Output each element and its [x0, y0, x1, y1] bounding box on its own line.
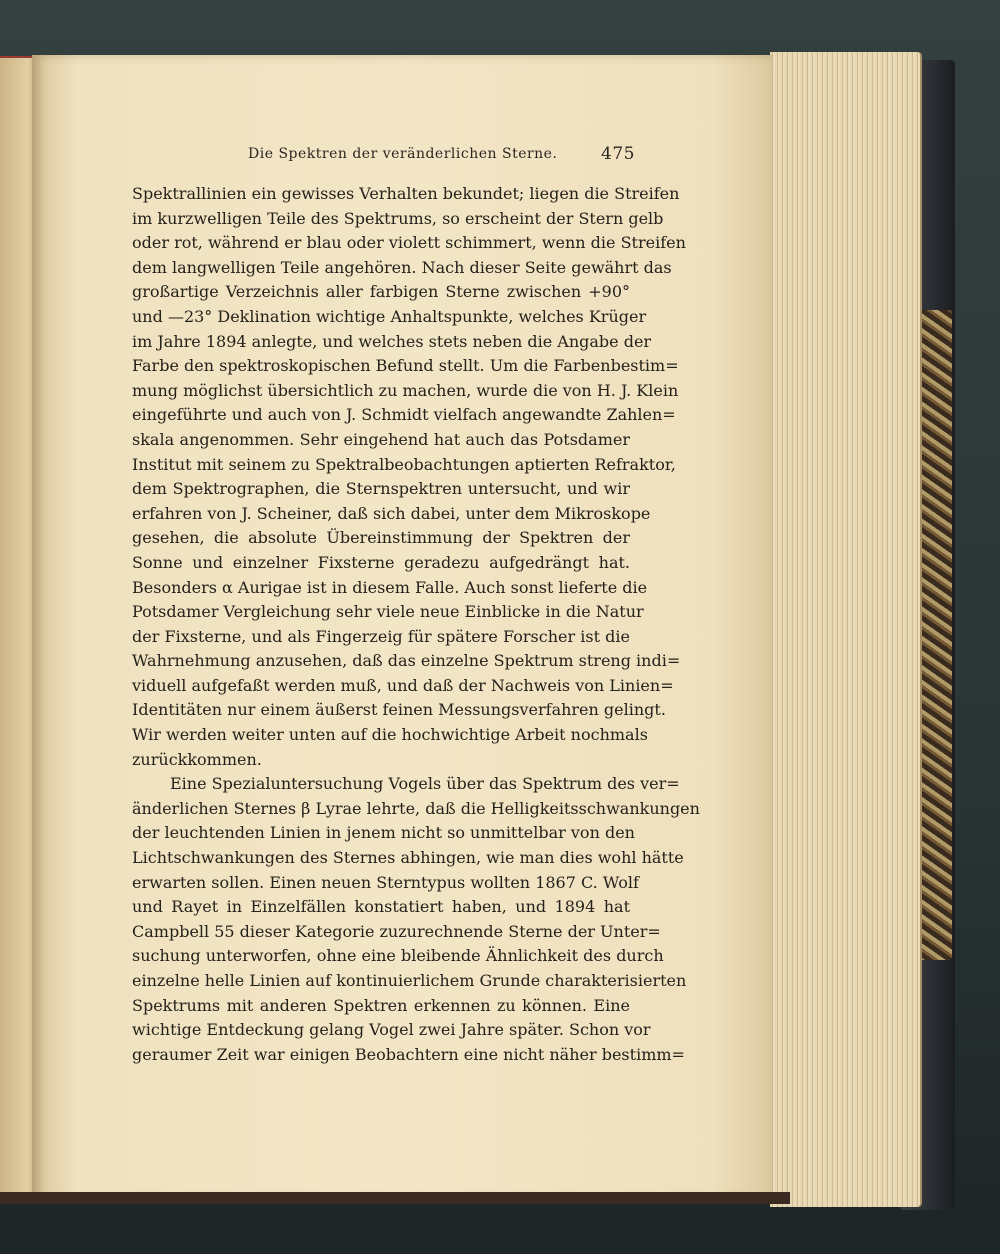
text-line: dem langwelligen Teile angehören. Nach dieser Seite gewährt das [132, 257, 672, 277]
text-line: Wahrnehmung anzusehen, daß das einzelne Spektrum streng indi= [132, 651, 681, 671]
text-line: und —23° Deklination wichtige Anhaltspunkte, welches Krüger [132, 306, 647, 326]
page-stack-edge [770, 52, 922, 1207]
text-line: oder rot, während er blau oder violett schimmert, wenn die Streifen [132, 233, 686, 253]
text-line: geraumer Zeit war einigen Beobachtern eine nicht näher bestimm= [132, 1044, 685, 1064]
text-line: erfahren von J. Scheiner, daß sich dabei, unter dem Mikroskope [132, 503, 651, 523]
text-line: Identitäten nur einem äußerst feinen Messungsverfahren gelingt. [132, 700, 666, 720]
text-line: Lichtschwankungen des Sternes abhingen, wie man dies wohl hätte [132, 848, 684, 868]
text-line: Institut mit seinem zu Spektralbeobachtungen aptierten Refraktor, [132, 454, 676, 474]
text-line: Sonne und einzelner Fixsterne geradezu aufgedrängt hat. [132, 552, 630, 572]
text-line: Farbe den spektroskopischen Befund stellt. Um die Farbenbestim= [132, 356, 679, 376]
text-line: der leuchtenden Linien in jenem nicht so unmittelbar von den [132, 823, 635, 843]
text-line: im kurzwelligen Teile des Spektrums, so erscheint der Stern gelb [132, 208, 664, 228]
page-bottom-shadow [0, 1192, 790, 1204]
text-line: dem Spektrographen, die Sternspektren untersucht, und wir [132, 479, 630, 499]
running-header [215, 144, 635, 168]
text-line: Eine Spezialuntersuchung Vogels über das Spektrum des ver= [170, 774, 680, 794]
text-line: erwarten sollen. Einen neuen Sterntypus wollten 1867 C. Wolf [132, 872, 639, 892]
text-line: viduell aufgefaßt werden muß, und daß der Nachweis von Linien= [132, 675, 674, 695]
text-line: zurückkommen. [132, 749, 262, 769]
text-line: skala angenommen. Sehr eingehend hat auch das Potsdamer [132, 429, 630, 449]
running-title: Die Spektren der veränderlichen Sterne. [248, 146, 558, 162]
text-line: Campbell 55 dieser Kategorie zuzurechnende Sterne der Unter= [132, 921, 661, 941]
text-line: änderlichen Sternes β Lyrae lehrte, daß die Helligkeitsschwankungen [132, 798, 700, 818]
text-line: Besonders α Aurigae ist in diesem Falle. Auch sonst lieferte die [132, 577, 648, 597]
text-line: großartige Verzeichnis aller farbigen Sterne zwischen +90° [132, 282, 630, 302]
text-line: eingeführte und auch von J. Schmidt vielfach angewandte Zahlen= [132, 405, 676, 425]
text-line: im Jahre 1894 anlegte, und welches stets neben die Angabe der [132, 331, 652, 351]
text-line: Wir werden weiter unten auf die hochwichtige Arbeit nochmals [132, 725, 648, 745]
text-line: mung möglichst übersichtlich zu machen, wurde die von H. J. Klein [132, 380, 679, 400]
text-line: suchung unterworfen, ohne eine bleibende Ähnlichkeit des durch [132, 946, 664, 966]
body-text [132, 182, 700, 1067]
text-line: Potsdamer Vergleichung sehr viele neue Einblicke in die Natur [132, 602, 644, 622]
text-line: Spektrallinien ein gewisses Verhalten bekundet; liegen die Streifen [132, 184, 680, 203]
page-number: 475 [601, 144, 635, 164]
text-line: wichtige Entdeckung gelang Vogel zwei Jahre später. Schon vor [132, 1020, 651, 1040]
text-line: gesehen, die absolute Übereinstimmung der Spektren der [132, 528, 630, 548]
text-line: und Rayet in Einzelfällen konstatiert haben, und 1894 hat [132, 897, 630, 917]
text-line: einzelne helle Linien auf kontinuierlichem Grunde charakterisierten [132, 971, 687, 990]
text-line: Spektrums mit anderen Spektren erkennen zu können. Eine [132, 995, 630, 1015]
text-line: der Fixsterne, und als Fingerzeig für spätere Forscher ist die [132, 626, 630, 646]
marbled-cover-edge [918, 310, 952, 960]
